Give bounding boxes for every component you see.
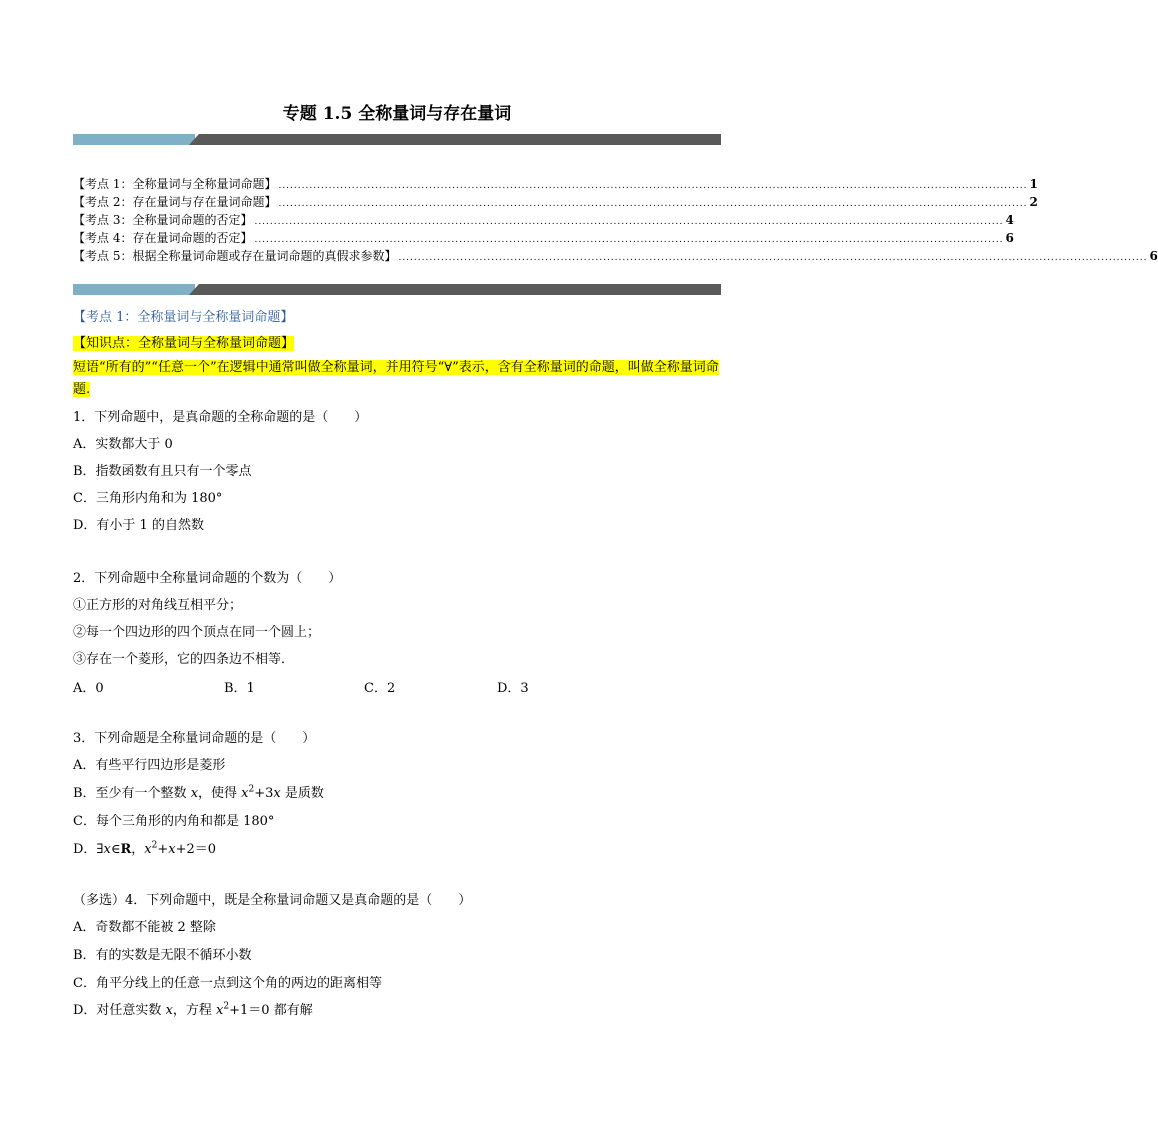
section-divider-bar: [73, 284, 721, 295]
q1-option-c[interactable]: C．三角形内角和为 180°: [73, 491, 223, 506]
q2-stem: 2．下列命题中全称量词命题的个数为（ ）: [73, 571, 342, 586]
q1-option-d[interactable]: D．有小于 1 的自然数: [73, 518, 204, 533]
toc-entry-4[interactable]: 【考点 4：存在量词命题的否定】 .................................................................................................................................................................................................. 6: [73, 231, 1014, 245]
q4-stem: （多选）4．下列命题中，既是全称量词命题又是真命题的是（ ）: [73, 893, 472, 908]
toc-entry-5[interactable]: 【考点 5：根据全称量词命题或存在量词命题的真假求参数】 .................................................................................................................................................................................................. 6: [73, 249, 1158, 263]
q3-option-c[interactable]: C．每个三角形的内角和都是 180°: [73, 814, 275, 829]
q1-option-a[interactable]: A．实数都大于 0: [73, 437, 173, 452]
q2-item-2: ②每一个四边形的四个顶点在同一个圆上；: [73, 625, 321, 640]
knowledge-point-text: 短语“所有的”“任意一个”在逻辑中通常叫做全称量词，并用符号“∀”表示，含有全称量词的命题，叫做全称量词命题.: [73, 360, 719, 397]
toc-entry-3[interactable]: 【考点 3：全称量词命题的否定】 .................................................................................................................................................................................................. 4: [73, 213, 1014, 227]
q2-option-d[interactable]: D．3: [497, 681, 529, 696]
knowledge-point-title: 【知识点：全称量词与全称量词命题】: [73, 336, 295, 351]
section-heading: 【考点 1：全称量词与全称量词命题】: [73, 310, 294, 325]
toc-entry-1[interactable]: 【考点 1：全称量词与全称量词命题】 .................................................................................................................................................................................................. 1: [73, 177, 1038, 191]
q4-option-a[interactable]: A．奇数都不能被 2 整除: [73, 920, 216, 935]
q3-option-b[interactable]: B．至少有一个整数 x，使得 $x^2+3x$ 是质数: [73, 784, 324, 801]
q2-option-c[interactable]: C．2: [364, 681, 396, 696]
q2-option-b[interactable]: B．1: [224, 681, 255, 696]
q4-option-b[interactable]: B．有的实数是无限不循环小数: [73, 948, 252, 963]
page-title: 专题 1.5 全称量词与存在量词: [282, 104, 512, 124]
title-divider-bar: [73, 134, 721, 145]
q4-option-d[interactable]: D．对任意实数 x，方程 $x^2+1=0$ 都有解: [73, 1001, 313, 1018]
q2-item-1: ①正方形的对角线互相平分；: [73, 598, 243, 613]
q1-stem: 1．下列命题中，是真命题的全称命题的是（ ）: [73, 410, 368, 425]
toc-entry-2[interactable]: 【考点 2：存在量词与存在量词命题】 .................................................................................................................................................................................................. 2: [73, 195, 1038, 209]
q2-item-3: ③存在一个菱形，它的四条边不相等．: [73, 652, 295, 667]
table-of-contents: [73, 175, 1158, 265]
q4-option-c[interactable]: C．角平分线上的任意一点到这个角的两边的距离相等: [73, 976, 382, 991]
q1-option-b[interactable]: B．指数函数有且只有一个零点: [73, 464, 252, 479]
q3-stem: 3．下列命题是全称量词命题的是（ ）: [73, 731, 316, 746]
q2-option-a[interactable]: A．0: [73, 681, 104, 696]
q3-option-a[interactable]: A．有些平行四边形是菱形: [73, 758, 226, 773]
q3-option-d[interactable]: D．∃x∈R，$x^2+x+2=0$: [73, 840, 217, 857]
